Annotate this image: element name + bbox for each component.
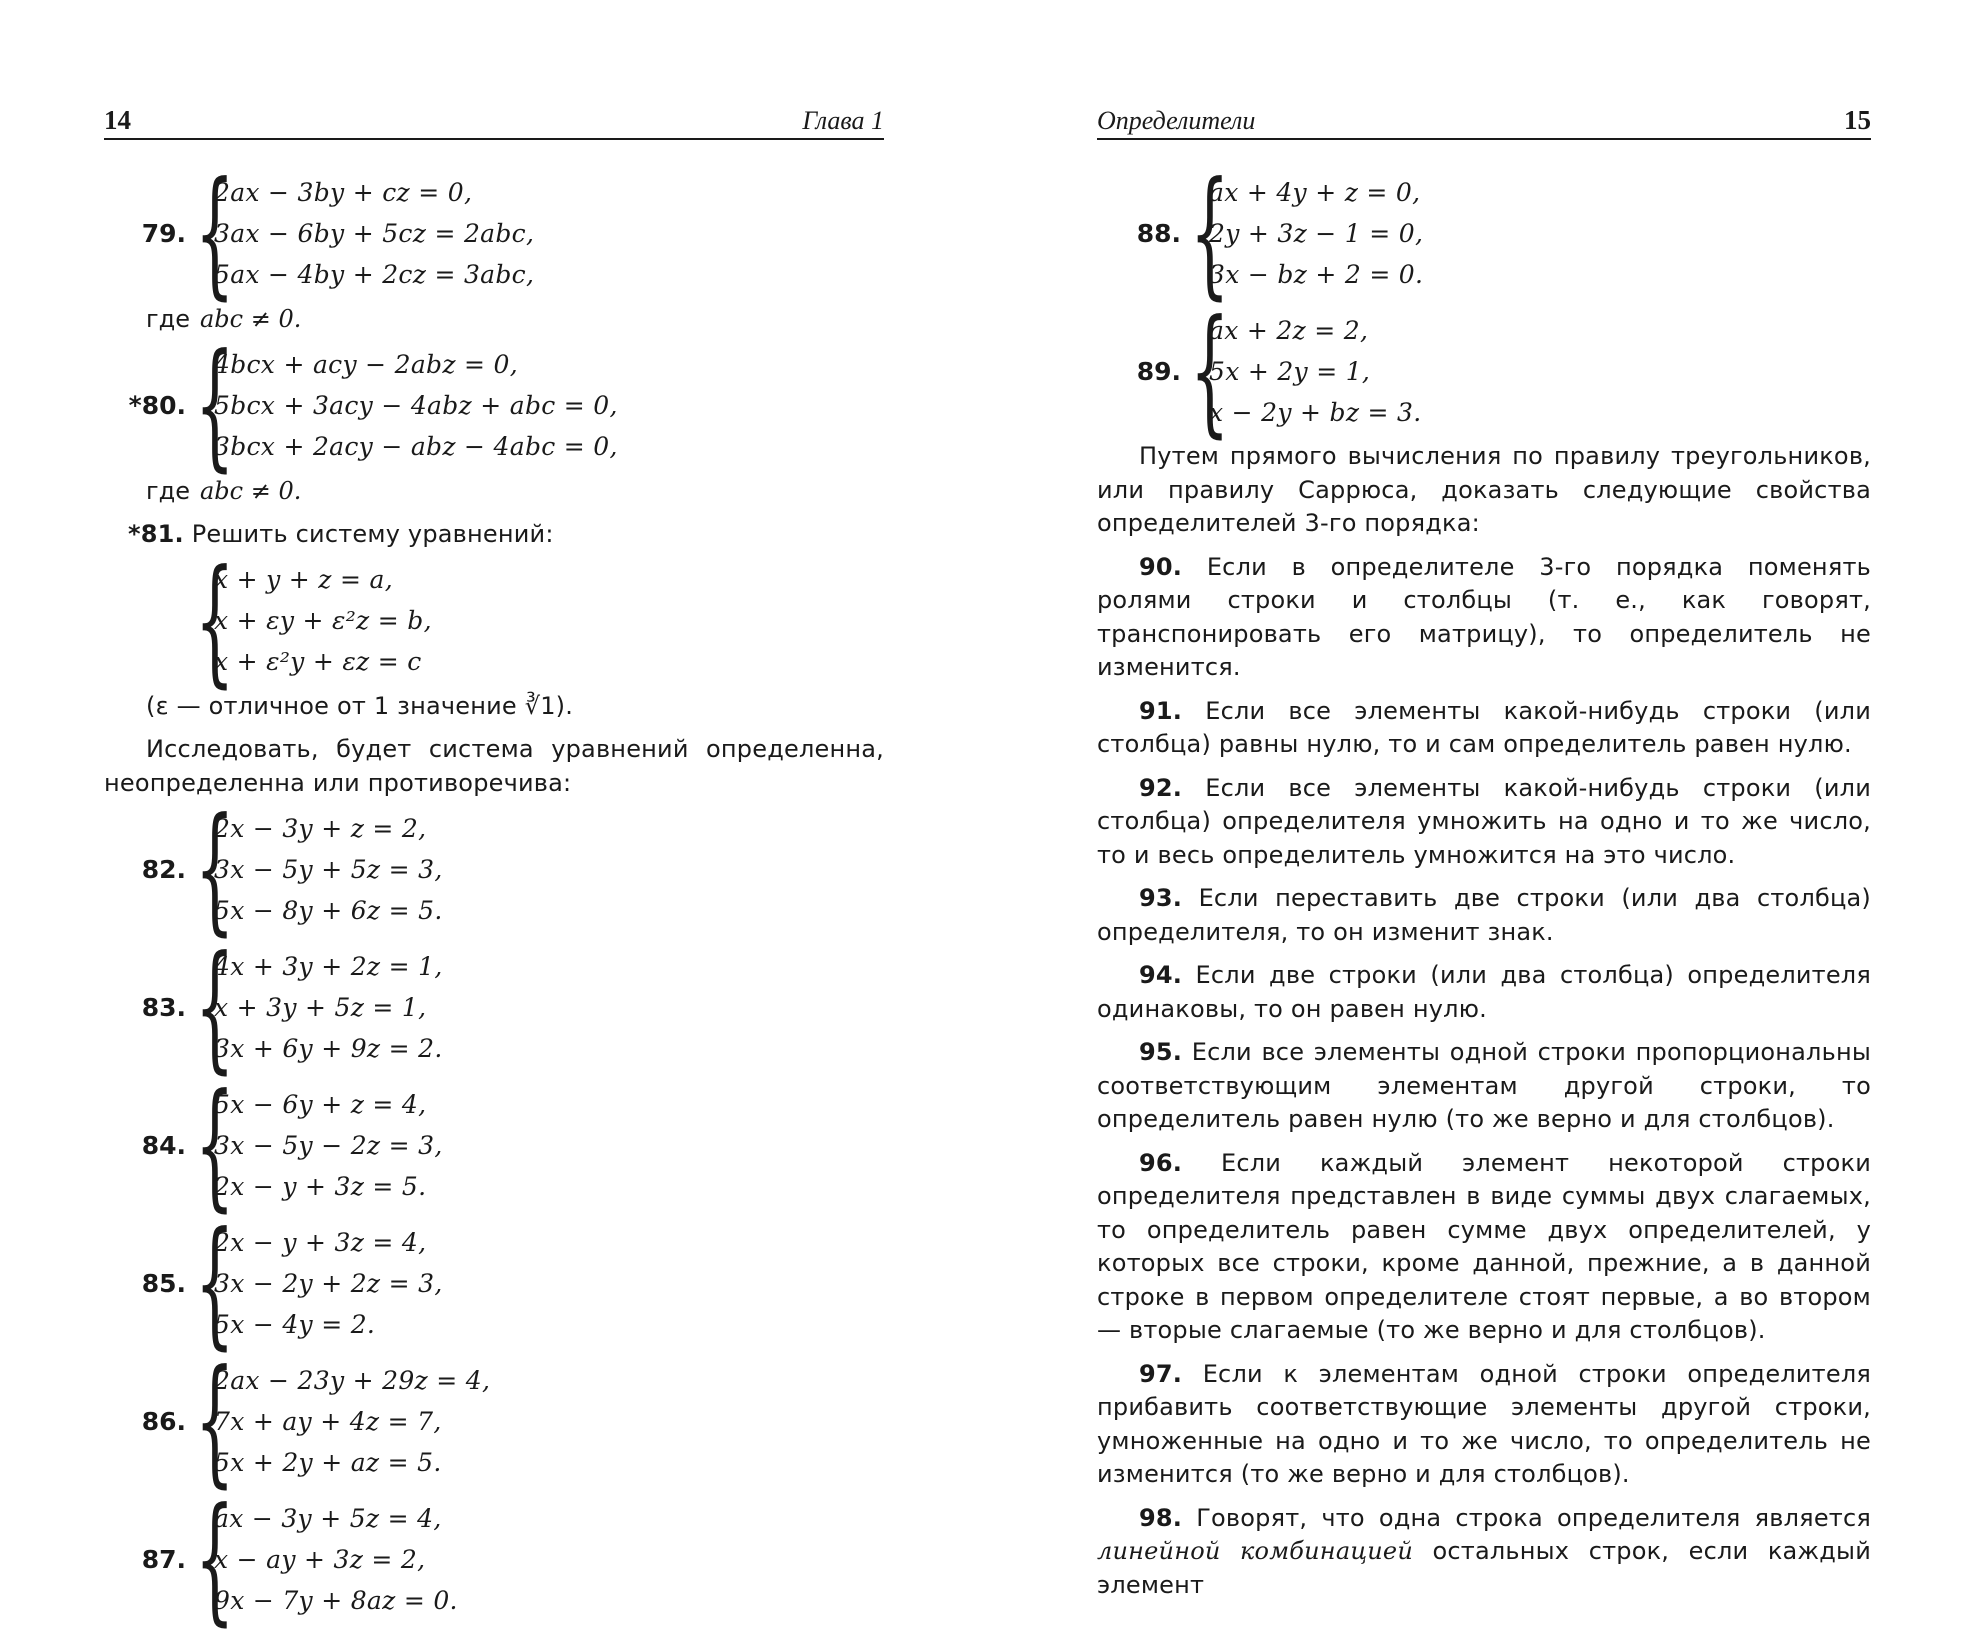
problem-79 — [104, 152, 884, 313]
where-word: где — [146, 305, 190, 333]
problem-number: 89. — [1136, 356, 1181, 386]
equation: 3x + 6y + 9z = 2. — [214, 1033, 443, 1063]
item-text: Если все элементы какой-нибудь строки (или столбца) равны нулю, то и сам определитель равен нулю. — [1097, 696, 1871, 758]
problem-85 — [104, 1202, 884, 1363]
equation: 2x − 3y + z = 2, — [214, 813, 427, 843]
equation: x + y + z = a, — [214, 565, 393, 594]
item-96 — [1097, 1147, 1871, 1348]
item-text: Если к элементам одной строки определителя прибавить соответствующие элементы другой строки, умноженные на одно и то же число, то определитель не изменится (то же верно и для столбцов). — [1097, 1359, 1871, 1488]
equation-system — [1209, 172, 1423, 295]
problem-number: 82. — [141, 854, 186, 884]
equation: 5x − 4y = 2. — [214, 1309, 376, 1339]
equation: 3x − bz + 2 = 0. — [1209, 259, 1424, 289]
problem-80 — [104, 324, 884, 485]
epsilon-note: (ε — отличное от 1 значение ∛1). — [146, 691, 574, 720]
item-92 — [1097, 772, 1871, 873]
equation: 2ax − 23y + 29z = 4, — [214, 1365, 491, 1395]
emphasized-term: линейной комбинацией — [1097, 1537, 1413, 1565]
problem-88 — [1097, 152, 1871, 313]
condition: abc ≠ 0. — [199, 477, 302, 505]
equation: 3ax − 6by + 5cz = 2abc, — [214, 218, 535, 248]
equation: 5x + 2y + az = 5. — [214, 1447, 442, 1477]
equation: 4bcx + acy − 2abz = 0, — [214, 349, 518, 379]
brace: { — [194, 1340, 235, 1501]
equation-system — [214, 172, 534, 295]
equation: 2x − y + 3z = 5. — [214, 1171, 427, 1201]
where-word: где — [146, 477, 190, 505]
problem-83 — [104, 926, 884, 1087]
intro-paragraph: Путем прямого вычисления по правилу треугольников, или правилу Саррюса, доказать следующие свойства определителей 3-го порядка: — [1097, 442, 1871, 537]
item-text: Если переставить две строки (или два столбца) определителя, то он изменит знак. — [1097, 884, 1871, 946]
brace: { — [194, 788, 235, 949]
problem-84 — [104, 1064, 884, 1225]
equation: 5x + 2y = 1, — [1209, 356, 1371, 386]
problem-number: 85. — [141, 1268, 186, 1298]
problem-number: 86. — [141, 1406, 186, 1436]
item-94 — [1097, 959, 1871, 1026]
equation-system — [1209, 310, 1421, 433]
brace: { — [1189, 152, 1230, 313]
equation: x + εy + ε²z = b, — [214, 606, 432, 635]
item-text: Если две строки (или два столбца) определителя одинаковы, то он равен нулю. — [1097, 961, 1871, 1023]
item-text: Если каждый элемент некоторой строки определителя представлен в виде суммы двух слагаемых, то определитель равен сумме двух определителей, у которых все строки, кроме данной, прежние, а в данной строке в первом определителе стоят первые, а во втором — вторые слагаемые (то же верно и для столбцов). — [1097, 1148, 1871, 1344]
equation: 9x − 7y + 8az = 0. — [214, 1585, 458, 1615]
equation: 3bcx + 2acy − abz − 4abc = 0, — [214, 431, 618, 461]
equation: 3x − 5y + 5z = 3, — [214, 854, 443, 884]
equation-system — [214, 1498, 458, 1621]
equation: ax + 2z = 2, — [1209, 315, 1369, 345]
item-text: Если в определителе 3-го порядка поменять ролями строки и столбцы (т. е., как говорят, транспонировать его матрицу), то определитель не изменится. — [1097, 552, 1871, 681]
condition: abc ≠ 0. — [199, 305, 302, 333]
left-column — [104, 152, 884, 1639]
item-number: 90. — [1139, 552, 1183, 581]
item-text: Если все элементы какой-нибудь строки (или столбца) определителя умножить на одно и то же число, то и весь определитель умножится на это число. — [1097, 773, 1871, 869]
problem-82 — [104, 788, 884, 949]
equation: ax + 4y + z = 0, — [1209, 177, 1421, 207]
brace: { — [194, 324, 235, 485]
brace: { — [194, 1202, 235, 1363]
problem-number: 84. — [141, 1130, 186, 1160]
brace: { — [194, 539, 235, 701]
equation: 5ax − 4by + 2cz = 3abc, — [214, 259, 535, 289]
problem-number: 83. — [141, 992, 186, 1022]
item-95 — [1097, 1036, 1871, 1137]
item-number: 97. — [1139, 1359, 1183, 1388]
equation: x − 2y + bz = 3. — [1209, 397, 1422, 427]
page-number: 14 — [104, 105, 131, 135]
equation-system — [214, 1222, 443, 1345]
item-91 — [1097, 695, 1871, 762]
problem-number: 87. — [141, 1544, 186, 1574]
problem-text: Решить систему уравнений: — [183, 520, 554, 548]
equation: ax − 3y + 5z = 4, — [214, 1503, 442, 1533]
problem-number: *80. — [128, 390, 186, 420]
equation: x − ay + 3z = 2, — [214, 1544, 426, 1574]
problem-89 — [1097, 290, 1871, 451]
equation: 5x − 8y + 6z = 5. — [214, 895, 443, 925]
item-93 — [1097, 882, 1871, 949]
problem-87 — [104, 1478, 884, 1639]
brace: { — [194, 926, 235, 1087]
problem-81-system — [104, 539, 884, 701]
investigate-instruction: Исследовать, будет система уравнений определенна, неопределенна или противоречива: — [104, 735, 884, 797]
brace: { — [194, 1064, 235, 1225]
item-text-cont: остальных строк, если каждый элемент — [1097, 1537, 1871, 1599]
item-text: Говорят, что одна строка определителя является — [1182, 1503, 1871, 1532]
equation-system — [214, 946, 443, 1069]
equation: 7x + ay + 4z = 7, — [214, 1406, 442, 1436]
item-number: 93. — [1139, 884, 1183, 912]
equation-system — [214, 1360, 490, 1483]
equation: x + 3y + 5z = 1, — [214, 992, 427, 1022]
running-title: Определители — [1097, 106, 1256, 135]
equation-system — [214, 808, 443, 931]
equation: 4x + 3y + 2z = 1, — [214, 951, 443, 981]
item-97 — [1097, 1358, 1871, 1492]
right-column — [1097, 152, 1871, 1602]
item-number: 96. — [1139, 1148, 1183, 1177]
equation: 2ax − 3by + cz = 0, — [214, 177, 473, 207]
item-number: 94. — [1139, 961, 1183, 989]
equation-system — [214, 344, 618, 467]
equation: 2x − y + 3z = 4, — [214, 1227, 427, 1257]
problem-number: 79. — [141, 218, 186, 248]
equation: 3x − 5y − 2z = 3, — [214, 1130, 443, 1160]
equation-system — [214, 1084, 443, 1207]
equation: 2y + 3z − 1 = 0, — [1209, 218, 1424, 248]
problem-number: 88. — [1136, 218, 1181, 248]
item-number: 91. — [1139, 696, 1183, 725]
equation-system — [214, 559, 432, 682]
running-title: Глава 1 — [802, 106, 884, 135]
right-page — [985, 0, 1970, 1597]
item-number: 95. — [1139, 1038, 1183, 1066]
equation: 5bcx + 3acy − 4abz + abc = 0, — [214, 390, 618, 420]
page-number: 15 — [1844, 105, 1871, 135]
item-98 — [1097, 1502, 1871, 1603]
item-number: 92. — [1139, 773, 1183, 802]
item-90 — [1097, 551, 1871, 685]
problem-86 — [104, 1340, 884, 1501]
item-text: Если все элементы одной строки пропорциональны соответствующим элементам другой строки, то определитель равен нулю (то же верно и для столбцов). — [1097, 1038, 1871, 1133]
equation: 5x − 6y + z = 4, — [214, 1089, 427, 1119]
running-header — [104, 96, 884, 140]
item-number: 98. — [1139, 1503, 1183, 1532]
running-header — [1097, 96, 1871, 140]
equation: 3x − 2y + 2z = 3, — [214, 1268, 443, 1298]
brace: { — [194, 1478, 235, 1639]
equation: x + ε²y + εz = c — [214, 647, 422, 676]
brace: { — [194, 152, 235, 313]
problem-number: *81. — [128, 520, 184, 548]
brace: { — [1189, 290, 1230, 451]
